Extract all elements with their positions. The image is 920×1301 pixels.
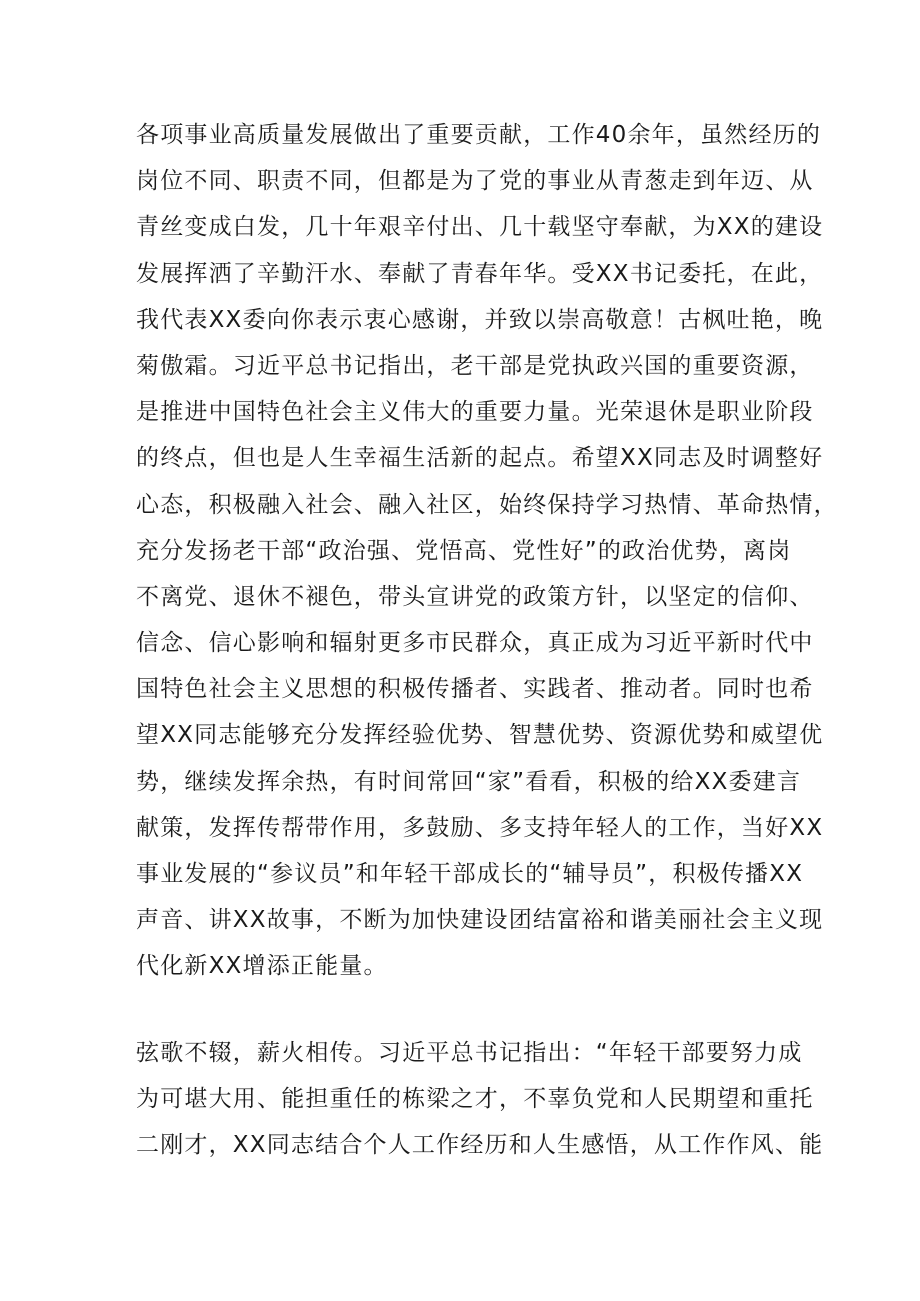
text-line: 为可堪大用、能担重任的栋梁之才，不辜负党和人民期望和重托 bbox=[136, 1086, 814, 1113]
text-line: 二刚才，XX同志结合个人工作经历和人生感悟，从工作作风、能 bbox=[136, 1132, 824, 1159]
text-line: 信念、信心影响和辐射更多市民群众，真正成为习近平新时代中 bbox=[136, 630, 814, 657]
text-line: 各项事业高质量发展做出了重要贡献，工作40余年，虽然经历的 bbox=[136, 122, 822, 148]
text-line: 心态，积极融入社会、融入社区，始终保持学习热情、革命热情， bbox=[136, 491, 838, 518]
text-line: 是推进中国特色社会主义伟大的重要力量。光荣退休是职业阶段 bbox=[136, 399, 814, 426]
text-line: 菊傲霜。习近平总书记指出，老干部是党执政兴国的重要资源， bbox=[136, 352, 814, 379]
text-line: 事业发展的“参议员”和年轻干部成长的“辅导员”，积极传播XX bbox=[136, 861, 804, 887]
text-line: 不离党、退休不褪色，带头宣讲党的政策方针，以坚定的信仰、 bbox=[136, 583, 814, 610]
paragraph-1 bbox=[136, 112, 838, 990]
text-line: 弦歌不辍，薪火相传。习近平总书记指出：“年轻干部要努力成 bbox=[136, 1040, 803, 1066]
text-line: 发展挥洒了辛勤汗水、奉献了青春年华。受XX书记委托，在此， bbox=[136, 260, 824, 287]
text-line: 声音、讲XX故事，不断为加快建设团结富裕和谐美丽社会主义现 bbox=[136, 907, 824, 934]
text-line: 势，继续发挥余热，有时间常回“家”看看，积极的给XX委建言 bbox=[136, 768, 802, 795]
text-line: 的终点，但也是人生幸福生活新的起点。希望XX同志及时调整好 bbox=[136, 445, 824, 472]
paragraph-2 bbox=[136, 1030, 824, 1169]
text-line: 代化新XX增添正能量。 bbox=[136, 953, 388, 980]
text-line: 青丝变成白发，几十年艰辛付出、几十载坚守奉献，为XX的建设 bbox=[136, 214, 824, 241]
text-line: 望XX同志能够充分发挥经验优势、智慧优势、资源优势和威望优 bbox=[136, 722, 824, 749]
text-line: 充分发扬老干部“政治强、党悟高、党性好”的政治优势，离岗 bbox=[136, 537, 792, 564]
text-line: 国特色社会主义思想的积极传播者、实践者、推动者。同时也希 bbox=[136, 676, 814, 703]
text-line: 我代表XX委向你表示衷心感谢，并致以崇高敬意！古枫吐艳，晚 bbox=[136, 306, 824, 333]
text-line: 岗位不同、职责不同，但都是为了党的事业从青葱走到年迈、从 bbox=[136, 168, 814, 195]
text-line: 献策，发挥传帮带作用，多鼓励、多支持年轻人的工作，当好XX bbox=[136, 814, 824, 841]
